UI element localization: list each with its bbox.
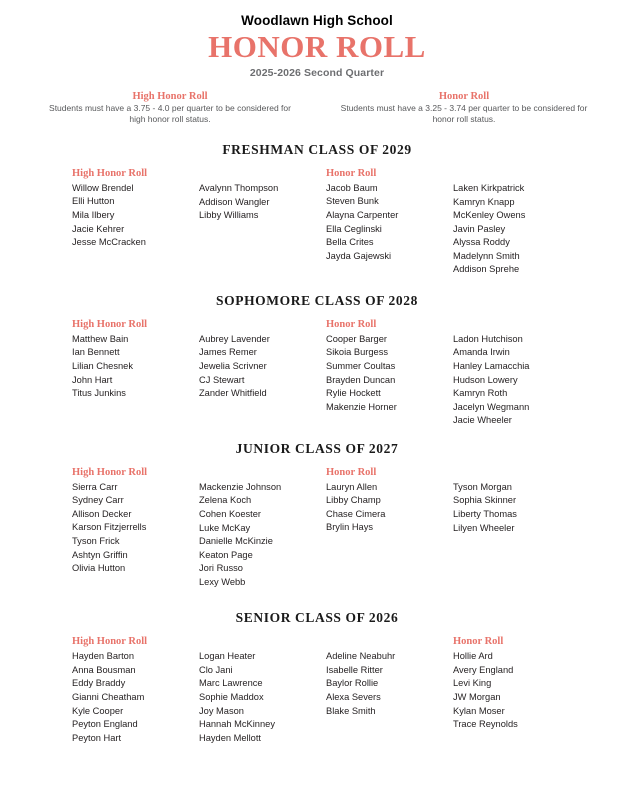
student-name: Sydney Carr <box>72 495 124 506</box>
student-name: Sophie Maddox <box>199 692 264 703</box>
student-name: JW Morgan <box>453 691 501 702</box>
honor-roll-criteria <box>338 91 590 126</box>
student-name: Rylie Hockett <box>326 388 381 399</box>
column-heading: Honor Roll <box>326 167 377 179</box>
name-column <box>453 466 580 590</box>
school-name: Woodlawn High School <box>241 13 393 28</box>
student-name: Jacie Kehrer <box>72 223 125 234</box>
student-name: Ashtyn Griffin <box>72 549 128 560</box>
student-name: Madelynn Smith <box>453 250 520 261</box>
student-name: Isabelle Ritter <box>326 664 383 675</box>
class-columns-sophomore <box>24 318 610 428</box>
student-name: Mackenzie Johnson <box>199 481 282 492</box>
student-name: Jacob Baum <box>326 182 378 193</box>
student-name: Zander Whitfield <box>199 388 267 399</box>
student-name: Kyle Cooper <box>72 705 124 716</box>
student-name: Sophia Skinner <box>453 495 517 506</box>
student-name: Keaton Page <box>199 549 253 560</box>
class-heading-sophomore: SOPHOMORE CLASS OF 2028 <box>216 292 418 308</box>
class-section-junior <box>24 441 610 590</box>
student-name: Hayden Barton <box>72 651 135 662</box>
student-name: Ella Ceglinski <box>326 223 382 234</box>
high-honor-roll-criteria <box>44 91 296 126</box>
student-name: Olivia Hutton <box>72 563 126 574</box>
student-name: Levi King <box>453 678 492 689</box>
name-column <box>453 318 580 428</box>
name-column <box>326 167 453 277</box>
column-heading: Honor Roll <box>326 318 377 330</box>
student-name: Danielle McKinzie <box>199 536 273 547</box>
name-column <box>199 318 326 428</box>
student-name: Karson Fitzjerrells <box>72 522 147 533</box>
student-name: CJ Stewart <box>199 374 245 385</box>
name-column <box>72 466 199 590</box>
student-name: John Hart <box>72 374 113 385</box>
name-column <box>199 466 326 590</box>
class-columns-senior <box>24 635 610 745</box>
name-column <box>453 635 580 745</box>
class-columns-junior <box>24 466 610 590</box>
student-name: Cohen Koester <box>199 508 262 519</box>
name-column <box>72 635 199 745</box>
column-heading: High Honor Roll <box>72 636 148 648</box>
class-heading-freshman: FRESHMAN CLASS OF 2029 <box>222 141 412 157</box>
student-name: Jori Russo <box>199 563 243 574</box>
column-heading: High Honor Roll <box>72 466 148 478</box>
student-name: Steven Bunk <box>326 196 379 207</box>
column-heading-spacer <box>199 635 320 650</box>
student-name: Makenzie Horner <box>326 401 397 412</box>
student-name: Trace Reynolds <box>453 719 518 730</box>
student-name: Mila Ilbery <box>72 210 115 221</box>
class-sections <box>24 142 610 745</box>
column-heading: Honor Roll <box>326 466 377 478</box>
student-name: Brylin Hays <box>326 522 374 533</box>
student-name: Addison Wangler <box>199 196 270 207</box>
student-name: Jacie Wheeler <box>453 415 512 426</box>
name-column <box>326 466 453 590</box>
column-heading-spacer <box>326 635 447 650</box>
student-name: Zelena Koch <box>199 495 252 506</box>
student-name: McKenley Owens <box>453 210 526 221</box>
student-name: Summer Coultas <box>326 360 396 371</box>
student-name: Baylor Rollie <box>326 678 379 689</box>
column-heading-spacer <box>199 318 320 333</box>
student-name: Logan Heater <box>199 651 256 662</box>
student-name: Tyson Morgan <box>453 481 512 492</box>
student-name: Jayda Gajewski <box>326 250 392 261</box>
student-name: Cooper Barger <box>326 333 387 344</box>
student-name: Willow Brendel <box>72 182 134 193</box>
student-name: Kamryn Roth <box>453 388 508 399</box>
high-honor-roll-criteria-text: Students must have a 3.75 - 4.0 per quarter to be considered for high honor roll status. <box>49 102 291 125</box>
student-name: Peyton Hart <box>72 732 122 743</box>
class-columns-freshman <box>24 167 610 277</box>
student-name: Peyton England <box>72 719 138 730</box>
student-name: Hudson Lowery <box>453 374 518 385</box>
student-name: Ladon Hutchison <box>453 333 523 344</box>
student-name: Alayna Carpenter <box>326 210 399 221</box>
honor-roll-criteria-title: Honor Roll <box>438 90 490 102</box>
name-column <box>72 167 199 277</box>
student-name: Avalynn Thompson <box>199 182 279 193</box>
high-honor-roll-criteria-title: High Honor Roll <box>132 90 208 102</box>
student-name: Anna Bousman <box>72 664 136 675</box>
student-name: Clo Jani <box>199 664 233 675</box>
student-name: Alyssa Roddy <box>453 237 510 248</box>
student-name: Jacelyn Wegmann <box>453 401 530 412</box>
student-name: Amanda Irwin <box>453 347 510 358</box>
class-heading-senior: SENIOR CLASS OF 2026 <box>235 610 399 626</box>
student-name: Hannah McKinney <box>199 719 275 730</box>
student-name: Libby Williams <box>199 210 259 221</box>
name-column <box>453 167 580 277</box>
student-name: Liberty Thomas <box>453 508 517 519</box>
student-name: Lilyen Wheeler <box>453 522 515 533</box>
student-name: Sikoia Burgess <box>326 347 389 358</box>
student-name: James Remer <box>199 347 257 358</box>
student-name: Marc Lawrence <box>199 678 263 689</box>
column-heading: Honor Roll <box>453 636 504 648</box>
student-name: Javin Pasley <box>453 223 506 234</box>
student-name: Luke McKay <box>199 522 251 533</box>
column-heading-spacer <box>453 318 574 333</box>
name-column <box>326 635 453 745</box>
column-heading-spacer <box>453 167 574 182</box>
student-name: Brayden Duncan <box>326 374 396 385</box>
student-name: Lilian Chesnek <box>72 360 133 371</box>
class-heading-junior: JUNIOR CLASS OF 2027 <box>235 440 399 456</box>
student-name: Hollie Ard <box>453 651 493 662</box>
student-name: Aubrey Lavender <box>199 333 270 344</box>
student-name: Addison Sprehe <box>453 264 520 275</box>
student-name: Lexy Webb <box>199 576 246 587</box>
student-name: Bella Crites <box>326 237 374 248</box>
page-title: HONOR ROLL <box>208 29 426 64</box>
column-heading: High Honor Roll <box>72 167 148 179</box>
student-name: Gianni Cheatham <box>72 691 145 702</box>
student-name: Jewelia Scrivner <box>199 361 267 372</box>
name-column <box>199 167 326 277</box>
student-name: Lauryn Allen <box>326 481 378 492</box>
column-heading: High Honor Roll <box>72 318 148 330</box>
student-name: Hanley Lamacchia <box>453 361 530 372</box>
column-heading-spacer <box>199 167 320 182</box>
student-name: Titus Junkins <box>72 388 126 399</box>
column-heading-spacer <box>453 466 574 481</box>
student-name: Elli Hutton <box>72 196 115 207</box>
name-column <box>326 318 453 428</box>
quarter-label: 2025-2026 Second Quarter <box>249 66 385 79</box>
student-name: Alexa Severs <box>326 692 381 703</box>
document-masthead <box>24 13 610 79</box>
class-section-freshman <box>24 142 610 277</box>
student-name: Jesse McCracken <box>72 237 146 248</box>
student-name: Libby Champ <box>326 495 381 506</box>
student-name: Ian Bennett <box>72 347 120 358</box>
student-name: Eddy Braddy <box>72 678 126 689</box>
class-section-senior <box>24 610 610 745</box>
name-column <box>199 635 326 745</box>
student-name: Joy Mason <box>199 705 244 716</box>
student-name: Avery England <box>453 664 514 675</box>
honor-roll-criteria-text: Students must have a 3.25 - 3.74 per quarter to be considered for honor roll status. <box>340 102 588 125</box>
student-name: Tyson Frick <box>72 536 120 547</box>
student-name: Matthew Bain <box>72 333 129 344</box>
student-name: Kylan Moser <box>453 705 505 716</box>
student-name: Blake Smith <box>326 705 376 716</box>
student-name: Chase Cimera <box>326 508 386 519</box>
column-heading-spacer <box>199 466 320 481</box>
class-section-sophomore <box>24 293 610 428</box>
student-name: Sierra Carr <box>72 481 118 492</box>
student-name: Kamryn Knapp <box>453 196 515 207</box>
criteria-row <box>24 91 610 126</box>
name-column <box>72 318 199 428</box>
student-name: Allison Decker <box>72 508 132 519</box>
student-name: Laken Kirkpatrick <box>453 182 525 193</box>
student-name: Adeline Neabuhr <box>326 651 396 662</box>
student-name: Hayden Mellott <box>199 732 262 743</box>
